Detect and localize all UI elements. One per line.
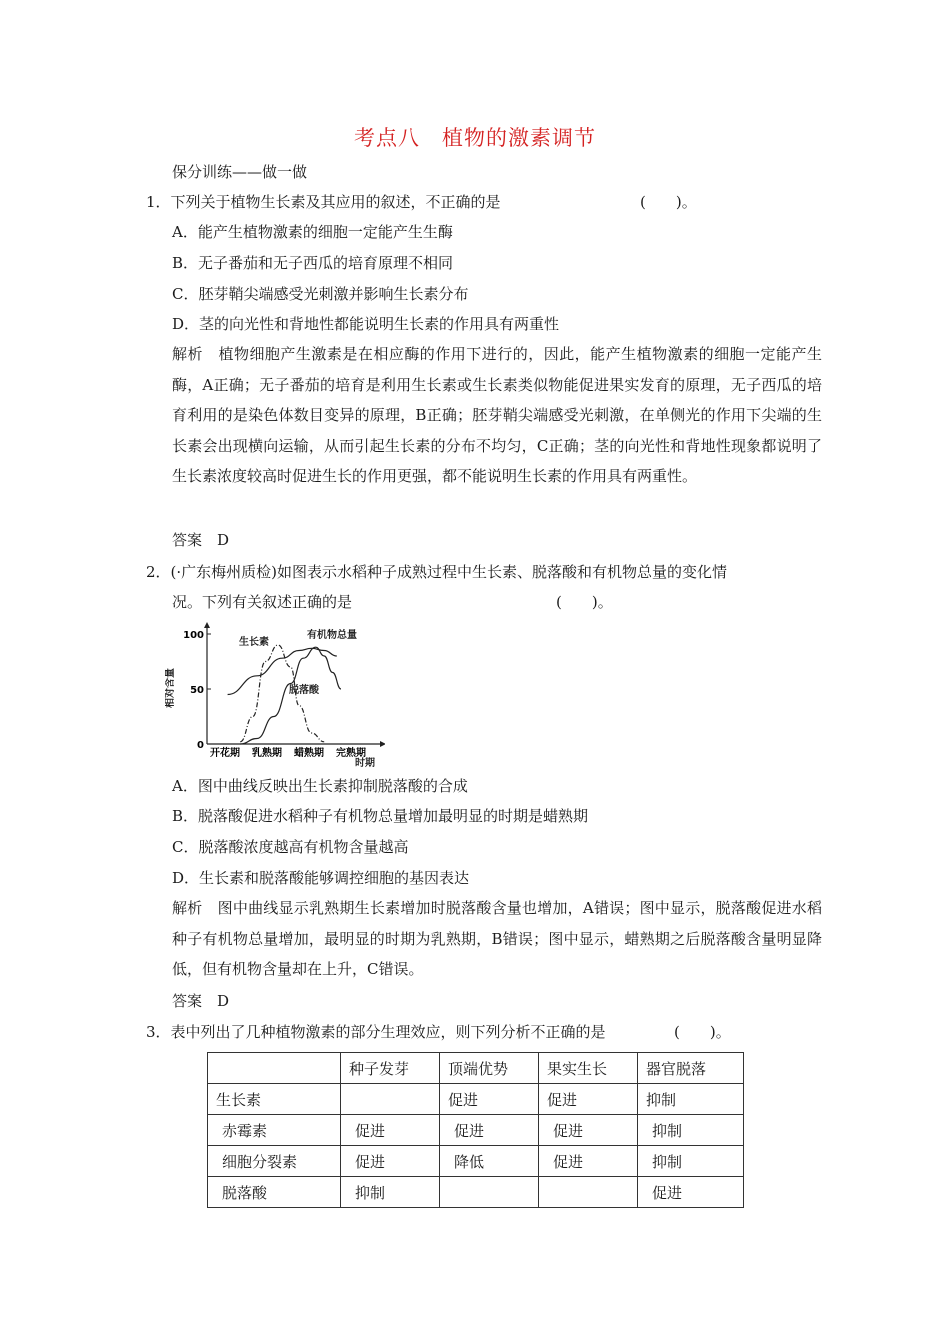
hormone-effects-table bbox=[207, 1052, 744, 1208]
q1-answer: 答案 D bbox=[172, 531, 230, 549]
table-cell: 脱落酸 bbox=[208, 1177, 341, 1208]
q2-answer: 答案 D bbox=[172, 992, 230, 1010]
table-cell bbox=[440, 1177, 539, 1208]
table-header-cell: 种子发芽 bbox=[341, 1053, 440, 1084]
table-cell: 促进 bbox=[539, 1084, 638, 1115]
table-cell: 抑制 bbox=[638, 1115, 744, 1146]
table-header-cell bbox=[208, 1053, 341, 1084]
table-cell: 生长素 bbox=[208, 1084, 341, 1115]
table-row bbox=[208, 1084, 744, 1115]
q1-option-d: D．茎的向光性和背地性都能说明生长素的作用具有两重性 bbox=[172, 315, 560, 333]
table-header-cell: 器官脱落 bbox=[638, 1053, 744, 1084]
table-cell: 抑制 bbox=[341, 1177, 440, 1208]
q2-answer-bracket: ( )。 bbox=[556, 593, 613, 611]
x-tick-label: 乳熟期 bbox=[252, 748, 282, 759]
q1-answer-bracket: ( )。 bbox=[640, 193, 697, 211]
y-tick-label: 100 bbox=[183, 630, 204, 641]
legend-abscisic-acid: 脱落酸 bbox=[289, 685, 319, 696]
q3-stem: 3．表中列出了几种植物激素的部分生理效应，则下列分析不正确的是 bbox=[146, 1023, 606, 1041]
table-cell: 促进 bbox=[539, 1146, 638, 1177]
series-line-1 bbox=[228, 648, 337, 694]
q3-answer-bracket: ( )。 bbox=[674, 1023, 731, 1041]
x-tick-label: 蜡熟期 bbox=[294, 748, 324, 759]
q2-option-b: B．脱落酸促进水稻种子有机物总量增加最明显的时期是蜡熟期 bbox=[172, 807, 589, 825]
table-row bbox=[208, 1115, 744, 1146]
section-heading: 保分训练——做一做 bbox=[172, 163, 308, 181]
x-axis-arrow bbox=[380, 741, 385, 747]
table-cell: 细胞分裂素 bbox=[208, 1146, 341, 1177]
table-cell: 促进 bbox=[341, 1146, 440, 1177]
page-title: 考点八 植物的激素调节 bbox=[354, 126, 596, 150]
chart-xlabel: 时期 bbox=[355, 758, 375, 769]
table-row bbox=[208, 1146, 744, 1177]
y-tick-label: 50 bbox=[190, 685, 204, 696]
q1-analysis: 解析 植物细胞产生激素是在相应酶的作用下进行的，因此，能产生植物激素的细胞一定能产生酶，A正确；无子番茄的培育是利用生长素或生长素类似物能促进果实发育的原理，无子西瓜的培育利用的是染色体数目变异的原理，B正确；胚芽鞘尖端感受光刺激，在单侧光的作用下尖端的生长素会出现横向运输，从而引起生长素的分布不均匀，C正确；茎的向光性和背地性现象都说明了生长素浓度较高时促进生长的作用更强，都不能说明生长素的作用具有两重性。 bbox=[172, 345, 822, 485]
chart-ylabel: 相对含量 bbox=[165, 668, 176, 708]
table-cell: 抑制 bbox=[638, 1146, 744, 1177]
table-cell: 促进 bbox=[638, 1177, 744, 1208]
hormone-content-chart bbox=[165, 620, 385, 770]
q2-option-d: D．生长素和脱落酸能够调控细胞的基因表达 bbox=[172, 869, 470, 887]
table-cell bbox=[539, 1177, 638, 1208]
table-cell: 促进 bbox=[341, 1115, 440, 1146]
q1-option-c: C．胚芽鞘尖端感受光刺激并影响生长素分布 bbox=[172, 285, 469, 303]
table-cell: 促进 bbox=[440, 1084, 539, 1115]
table-cell: 促进 bbox=[539, 1115, 638, 1146]
q1-option-a: A．能产生植物激素的细胞一定能产生生酶 bbox=[172, 223, 453, 241]
q2-stem-line1: 2．(·广东梅州质检)如图表示水稻种子成熟过程中生长素、脱落酸和有机物总量的变化情 bbox=[146, 563, 728, 581]
q2-option-a: A．图中曲线反映出生长素抑制脱落酸的合成 bbox=[172, 777, 468, 795]
table-cell: 促进 bbox=[440, 1115, 539, 1146]
x-tick-label: 开花期 bbox=[210, 748, 240, 759]
legend-organic-matter: 有机物总量 bbox=[307, 630, 357, 641]
q2-stem-line2: 况。下列有关叙述正确的是 bbox=[172, 593, 353, 611]
q2-analysis: 解析 图中曲线显示乳熟期生长素增加时脱落酸含量也增加，A错误；图中显示，脱落酸促进水稻种子有机物总量增加，最明显的时期为乳熟期，B错误；图中显示，蜡熟期之后脱落酸含量明显降低，但有机物含量却在上升，C错误。 bbox=[172, 899, 822, 978]
q1-stem: 1．下列关于植物生长素及其应用的叙述，不正确的是 bbox=[146, 193, 501, 211]
table-cell: 降低 bbox=[440, 1146, 539, 1177]
table-row bbox=[208, 1177, 744, 1208]
legend-auxin: 生长素 bbox=[239, 637, 269, 648]
y-axis-arrow bbox=[204, 622, 210, 628]
table-header-cell: 顶端优势 bbox=[440, 1053, 539, 1084]
table-cell: 赤霉素 bbox=[208, 1115, 341, 1146]
q1-option-b: B．无子番茄和无子西瓜的培育原理不相同 bbox=[172, 254, 454, 272]
table-header-cell: 果实生长 bbox=[539, 1053, 638, 1084]
table-cell: 抑制 bbox=[638, 1084, 744, 1115]
table-header-row bbox=[208, 1053, 744, 1084]
y-tick-label: 0 bbox=[197, 740, 204, 751]
x-tick-label: 完熟期 bbox=[336, 748, 366, 759]
table-cell bbox=[341, 1084, 440, 1115]
q2-option-c: C．脱落酸浓度越高有机物含量越高 bbox=[172, 838, 409, 856]
